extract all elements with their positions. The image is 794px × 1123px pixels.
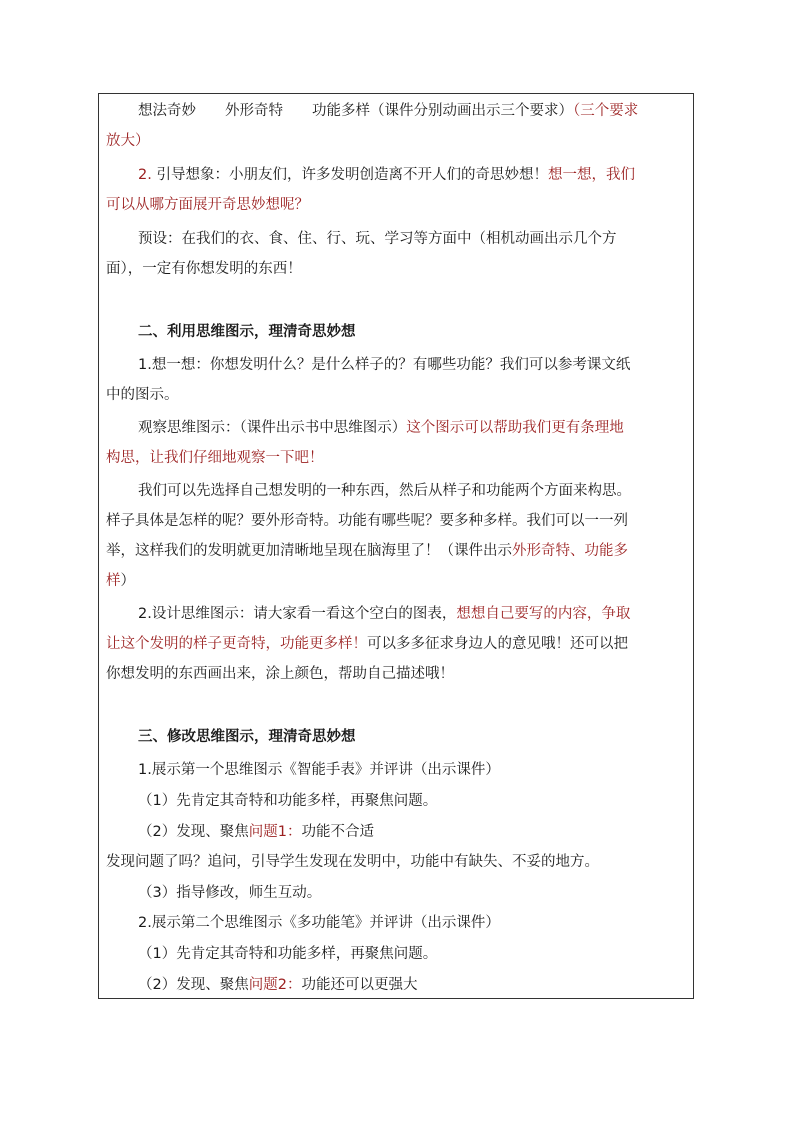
text-run: 问题1： (248, 824, 302, 840)
text-run: 样子具体是怎样的呢？要外形奇特。功能有哪些呢？要多种多样。我们可以一一列 (106, 513, 628, 529)
text-run: 1.展示第一个思维图示《智能手表》并评讲（出示课件） (138, 762, 500, 778)
text-line (106, 511, 690, 531)
text-run: 三、修改思维图示，理清奇思妙想 (138, 729, 356, 745)
text-run: 想一想，我们 (547, 167, 635, 183)
text-line (106, 448, 690, 468)
text-run: 功能不合适 (301, 824, 374, 840)
text-line (106, 195, 690, 215)
text-run: 2.展示第二个思维图示《多功能笔》并评讲（出示课件） (138, 915, 500, 931)
text-line (106, 481, 722, 501)
text-run: 2. (138, 167, 157, 183)
text-line (106, 634, 690, 654)
text-line (106, 259, 690, 279)
text-run: 面），一定有你想发明的东西！ (106, 261, 302, 277)
text-line (106, 229, 722, 249)
text-line (106, 571, 690, 591)
text-run: 预设：在我们的衣、食、住、行、玩、学习等方面中（相机动画出示几个方 (138, 231, 617, 247)
text-run: 可以多多征求身边人的意见哦！还可以把 (367, 636, 628, 652)
text-run: 二、利用思维图示，理清奇思妙想 (138, 324, 356, 340)
text-run: 发现问题了吗？追问，引导学生发现在发明中，功能中有缺失、不妥的地方。 (106, 854, 599, 870)
text-line (106, 322, 722, 342)
text-line (106, 975, 722, 995)
text-line (106, 727, 722, 747)
text-line (106, 822, 722, 842)
text-run: 想想自己要写的内容，争取 (456, 606, 631, 622)
text-line (106, 791, 722, 811)
text-run: 中的图示。 (106, 387, 179, 403)
text-run: 你想发明的东西画出来，涂上颜色，帮助自己描述哦！ (106, 666, 454, 682)
text-run: 问题2： (248, 977, 302, 993)
text-run: 让这个发明的样子更奇特，功能更多样！ (106, 636, 367, 652)
text-run: 外形奇特、功能多 (512, 543, 628, 559)
text-run: （1）先肯定其奇特和功能多样，再聚焦问题。 (138, 946, 438, 962)
text-line (106, 541, 690, 561)
text-line (106, 355, 722, 375)
text-run: ） (120, 573, 135, 589)
text-run: 这个图示可以帮助我们更有条理地 (406, 420, 624, 436)
text-line (106, 664, 690, 684)
text-run: （三个要求 (573, 103, 639, 119)
text-line (106, 385, 690, 405)
text-line (106, 913, 722, 933)
text-run: 放大） (106, 133, 150, 149)
text-run: （2）发现、聚焦 (138, 977, 249, 993)
text-line (106, 165, 722, 185)
text-run: （2）发现、聚焦 (138, 824, 249, 840)
text-line (106, 944, 722, 964)
text-run: 样 (106, 573, 121, 589)
text-run: 2.设计思维图示：请大家看一看这个空白的图表， (138, 606, 457, 622)
text-line (106, 852, 690, 872)
text-run: 可以从哪方面展开奇思妙想呢？ (106, 197, 309, 213)
text-run: （3）指导修改，师生互动。 (138, 885, 322, 901)
text-line (106, 418, 722, 438)
text-run: 我们可以先选择自己想发明的一种东西，然后从样子和功能两个方面来构思。 (138, 483, 631, 499)
text-line (106, 604, 722, 624)
text-run: 1.想一想：你想发明什么？是什么样子的？有哪些功能？我们可以参考课文纸 (138, 357, 631, 373)
text-line (106, 131, 690, 151)
text-run: 引导想象：小朋友们，许多发明创造离不开人们的奇思妙想！ (156, 167, 548, 183)
text-run: 观察思维图示：（课件出示书中思维图示） (138, 420, 407, 436)
text-line (106, 101, 722, 121)
text-run: （1）先肯定其奇特和功能多样，再聚焦问题。 (138, 793, 438, 809)
text-run: 构思，让我们仔细地观察一下吧！ (106, 450, 324, 466)
text-run: 功能还可以更强大 (301, 977, 418, 993)
text-run: 举，这样我们的发明就更加清晰地呈现在脑海里了！（课件出示 (106, 543, 512, 559)
text-line (106, 883, 722, 903)
text-run: 想法奇妙 外形奇特 功能多样（课件分别动画出示三个要求） (138, 103, 573, 119)
text-line (106, 760, 722, 780)
